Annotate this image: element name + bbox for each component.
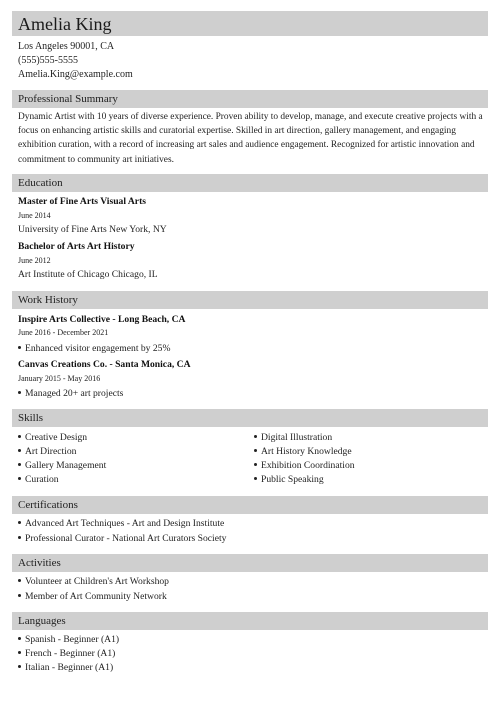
education-degree: Master of Fine Arts Visual Arts xyxy=(18,196,146,207)
bullet-dot-icon xyxy=(254,477,257,480)
bullet-dot-icon xyxy=(18,594,21,597)
skill-text: Curation xyxy=(25,474,59,485)
work-section-title: Work History xyxy=(18,294,78,306)
skill-text: Creative Design xyxy=(25,432,88,443)
activities-section-title: Activities xyxy=(18,557,61,569)
skill-item xyxy=(18,445,76,459)
skill-item xyxy=(254,431,332,445)
education-school: Art Institute of Chicago Chicago, IL xyxy=(18,269,158,280)
certification-item xyxy=(18,532,226,546)
bullet-dot-icon xyxy=(18,477,21,480)
activity-text: Volunteer at Children's Art Workshop xyxy=(25,576,169,587)
skill-item xyxy=(254,459,355,473)
skill-text: Digital Illustration xyxy=(261,432,333,443)
certification-text: Professional Curator - National Art Curators Society xyxy=(25,533,227,544)
bullet-dot-icon xyxy=(18,521,21,524)
work-employer: Canvas Creations Co. - Santa Monica, CA xyxy=(18,359,191,370)
bullet-dot-icon xyxy=(18,536,21,539)
education-date: June 2014 xyxy=(18,211,51,220)
skill-item xyxy=(18,473,59,487)
work-dates: January 2015 - May 2016 xyxy=(18,374,101,383)
education-section-title: Education xyxy=(18,177,63,189)
bullet-dot-icon xyxy=(18,579,21,582)
bullet-dot-icon xyxy=(18,665,21,668)
activities-section-bar xyxy=(12,554,488,572)
work-bullet-text: Managed 20+ art projects xyxy=(25,388,124,399)
bullet-dot-icon xyxy=(254,463,257,466)
bullet-dot-icon xyxy=(18,637,21,640)
certification-text: Advanced Art Techniques - Art and Design Institute xyxy=(25,518,225,529)
bullet-dot-icon xyxy=(18,435,21,438)
skill-text: Exhibition Coordination xyxy=(261,460,355,471)
bullet-dot-icon xyxy=(18,651,21,654)
candidate-name: Amelia King xyxy=(18,14,112,34)
skill-text: Gallery Management xyxy=(25,460,107,471)
bullet-dot-icon xyxy=(18,391,21,394)
language-item xyxy=(18,633,119,647)
certification-item xyxy=(18,517,224,531)
work-bullet-item xyxy=(18,342,170,356)
contact-address: Los Angeles 90001, CA xyxy=(18,41,115,52)
work-employer: Inspire Arts Collective - Long Beach, CA xyxy=(18,314,186,325)
work-bullet-item xyxy=(18,387,123,401)
bullet-dot-icon xyxy=(254,435,257,438)
language-text: French - Beginner (A1) xyxy=(25,648,116,659)
language-item xyxy=(18,647,115,661)
work-section-bar xyxy=(12,291,488,309)
education-degree: Bachelor of Arts Art History xyxy=(18,241,135,252)
bullet-dot-icon xyxy=(254,449,257,452)
certifications-section-title: Certifications xyxy=(18,499,78,511)
activity-item xyxy=(18,575,169,589)
languages-section-bar xyxy=(12,612,488,630)
bullet-dot-icon xyxy=(18,449,21,452)
skill-item xyxy=(18,459,106,473)
skills-section-title: Skills xyxy=(18,412,44,424)
skill-item xyxy=(254,445,352,459)
languages-section-title: Languages xyxy=(18,615,66,627)
bullet-dot-icon xyxy=(18,346,21,349)
education-date: June 2012 xyxy=(18,256,51,265)
contact-phone: (555)555-5555 xyxy=(18,55,78,66)
education-school: University of Fine Arts New York, NY xyxy=(18,224,167,235)
language-text: Italian - Beginner (A1) xyxy=(25,662,114,673)
certifications-section-bar xyxy=(12,496,488,514)
skill-item xyxy=(254,473,324,487)
work-dates: June 2016 - December 2021 xyxy=(18,328,109,337)
summary-section-title: Professional Summary xyxy=(18,93,118,105)
contact-email[interactable]: Amelia.King@example.com xyxy=(18,69,133,80)
activity-text: Member of Art Community Network xyxy=(25,591,167,602)
summary-text: Dynamic Artist with 10 years of diverse experience. Proven ability to develop, manage, and execute creative projects with a focus on enhancing artistic skills and curatorial expertise. Skilled in art direction, gallery management, and engaging exhibition curation, with a record of increasing art sales and audience engagement. Recognized for artistic innovation and commitment to community art initiatives. xyxy=(18,112,483,165)
skill-text: Art Direction xyxy=(25,446,77,457)
work-bullet-text: Enhanced visitor engagement by 25% xyxy=(25,343,171,354)
skills-section-bar xyxy=(12,409,488,427)
skill-text: Art History Knowledge xyxy=(261,446,352,457)
language-text: Spanish - Beginner (A1) xyxy=(25,634,120,645)
skill-item xyxy=(18,431,87,445)
skill-text: Public Speaking xyxy=(261,474,324,485)
education-section-bar xyxy=(12,174,488,192)
activity-item xyxy=(18,590,167,604)
language-item xyxy=(18,661,113,675)
bullet-dot-icon xyxy=(18,463,21,466)
